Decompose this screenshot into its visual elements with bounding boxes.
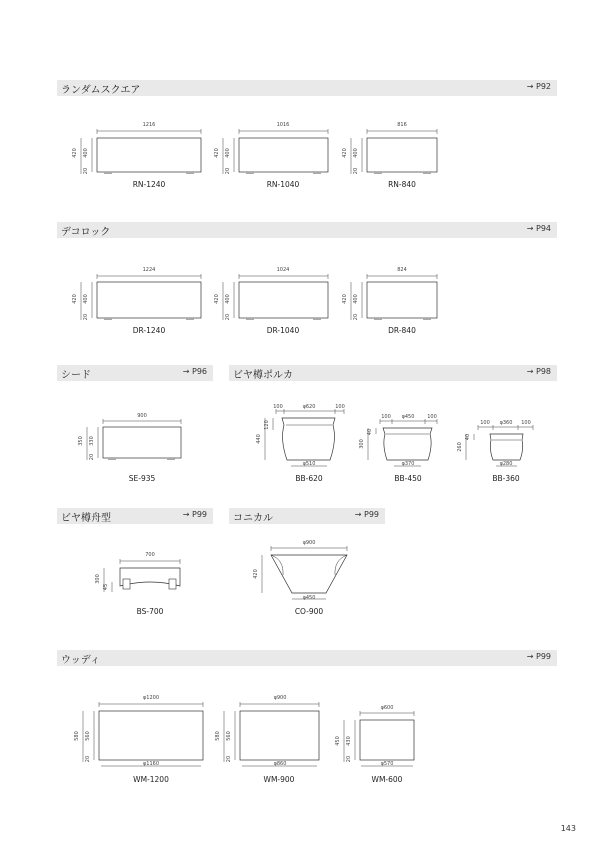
- body-height-dim: 400: [83, 148, 89, 158]
- top-diameter-dim: φ900: [273, 695, 287, 701]
- height-dim: 420: [214, 294, 220, 304]
- product-code: RN-1240: [132, 180, 166, 189]
- page-number: 143: [560, 824, 576, 833]
- height-dim: 260: [457, 442, 463, 452]
- height-dim: 580: [215, 731, 221, 741]
- foot-height-dim: 20: [226, 755, 232, 763]
- body-height-dim: 400: [225, 148, 231, 158]
- foot-height-dim: 20: [353, 167, 359, 175]
- width-dim: 1224: [142, 267, 156, 273]
- bottom-diameter-dim: φ280: [499, 461, 513, 467]
- product-code: WM-900: [263, 775, 295, 784]
- product-code: BS-700: [136, 607, 164, 616]
- body-height-dim: 400: [353, 294, 359, 304]
- height-dim: 450: [335, 736, 341, 746]
- bottom-diameter-dim: φ570: [380, 761, 394, 767]
- width-dim: 900: [137, 413, 147, 419]
- side-dim: 100: [427, 414, 437, 420]
- height-dim: 420: [72, 148, 78, 158]
- page-ref-link[interactable]: → P98: [526, 367, 551, 376]
- product-code: DR-1040: [266, 326, 300, 335]
- product-code: DR-1240: [132, 326, 166, 335]
- section-title: ウッディ: [61, 655, 100, 666]
- width-dim: 1024: [276, 267, 290, 273]
- bottom-diameter-dim: φ510: [302, 461, 316, 467]
- rim-height-dim: 40: [465, 433, 471, 441]
- foot-height-dim: 20: [346, 755, 352, 763]
- side-dim: 100: [480, 420, 490, 426]
- width-dim: 1016: [276, 122, 290, 128]
- product-code: WM-600: [371, 775, 403, 784]
- height-dim: 300: [359, 439, 365, 449]
- rim-height-dim: 120: [264, 420, 270, 430]
- section-title: ランダムスクエア: [61, 85, 141, 96]
- section-title: ビヤ樽ポルカ: [233, 370, 293, 381]
- product-code: RN-1040: [266, 180, 300, 189]
- height-dim: 420: [342, 294, 348, 304]
- body-height-dim: 400: [83, 294, 89, 304]
- section-title: シード: [61, 370, 91, 381]
- height-dim: 300: [95, 574, 101, 584]
- top-diameter-dim: φ600: [380, 705, 394, 711]
- page-ref-link[interactable]: → P99: [182, 510, 207, 519]
- top-diameter-dim: φ900: [302, 540, 316, 546]
- width-dim: 1216: [142, 122, 156, 128]
- product-code: DR-840: [388, 326, 416, 335]
- height-dim: 580: [74, 731, 80, 741]
- product-code: BB-450: [394, 474, 422, 483]
- side-dim: 100: [335, 404, 345, 410]
- height-dim: 420: [72, 294, 78, 304]
- height-dim: 420: [342, 148, 348, 158]
- page-ref-link[interactable]: → P99: [354, 510, 379, 519]
- product-code: WM-1200: [133, 775, 169, 784]
- height-dim: 440: [256, 434, 262, 444]
- product-code: BB-360: [492, 474, 520, 483]
- body-height-dim: 330: [89, 436, 95, 446]
- bottom-diameter-dim: φ450: [302, 595, 316, 601]
- page-ref-link[interactable]: → P94: [526, 224, 551, 233]
- top-diameter-dim: φ1200: [142, 695, 160, 701]
- page-ref-link[interactable]: → P92: [526, 82, 551, 91]
- body-height-dim: 560: [85, 731, 91, 741]
- body-height-dim: 560: [226, 731, 232, 741]
- top-diameter-dim: φ620: [302, 404, 316, 410]
- leg-height-dim: 45: [103, 583, 109, 591]
- product-code: BB-620: [295, 474, 323, 483]
- product-code: RN-840: [388, 180, 416, 189]
- body-height-dim: 400: [225, 294, 231, 304]
- side-dim: 100: [381, 414, 391, 420]
- page-ref-link[interactable]: → P99: [526, 652, 551, 661]
- body-height-dim: 430: [346, 736, 352, 746]
- bottom-diameter-dim: φ860: [273, 761, 287, 767]
- product-code: CO-900: [294, 607, 324, 616]
- top-diameter-dim: φ360: [499, 420, 513, 426]
- width-dim: 700: [145, 552, 155, 558]
- side-dim: 100: [521, 420, 531, 426]
- body-height-dim: 400: [353, 148, 359, 158]
- foot-height-dim: 20: [85, 755, 91, 763]
- side-dim: 100: [273, 404, 283, 410]
- section-title: ビヤ樽舟型: [61, 513, 111, 524]
- rim-height-dim: 40: [367, 428, 373, 436]
- top-diameter-dim: φ450: [401, 414, 415, 420]
- bottom-diameter-dim: φ370: [401, 461, 415, 467]
- section-title: コニカル: [233, 513, 273, 524]
- width-dim: 824: [397, 267, 407, 273]
- foot-height-dim: 20: [225, 313, 231, 321]
- foot-height-dim: 20: [89, 453, 95, 461]
- width-dim: 816: [397, 122, 407, 128]
- product-code: SE-935: [128, 474, 156, 483]
- section-title: デコロック: [61, 227, 111, 238]
- page-ref-link[interactable]: → P96: [182, 367, 207, 376]
- foot-height-dim: 20: [83, 167, 89, 175]
- height-dim: 420: [253, 569, 259, 579]
- bottom-diameter-dim: φ1160: [142, 761, 160, 767]
- foot-height-dim: 20: [83, 313, 89, 321]
- foot-height-dim: 20: [225, 167, 231, 175]
- height-dim: 420: [214, 148, 220, 158]
- foot-height-dim: 20: [353, 313, 359, 321]
- height-dim: 350: [78, 436, 84, 446]
